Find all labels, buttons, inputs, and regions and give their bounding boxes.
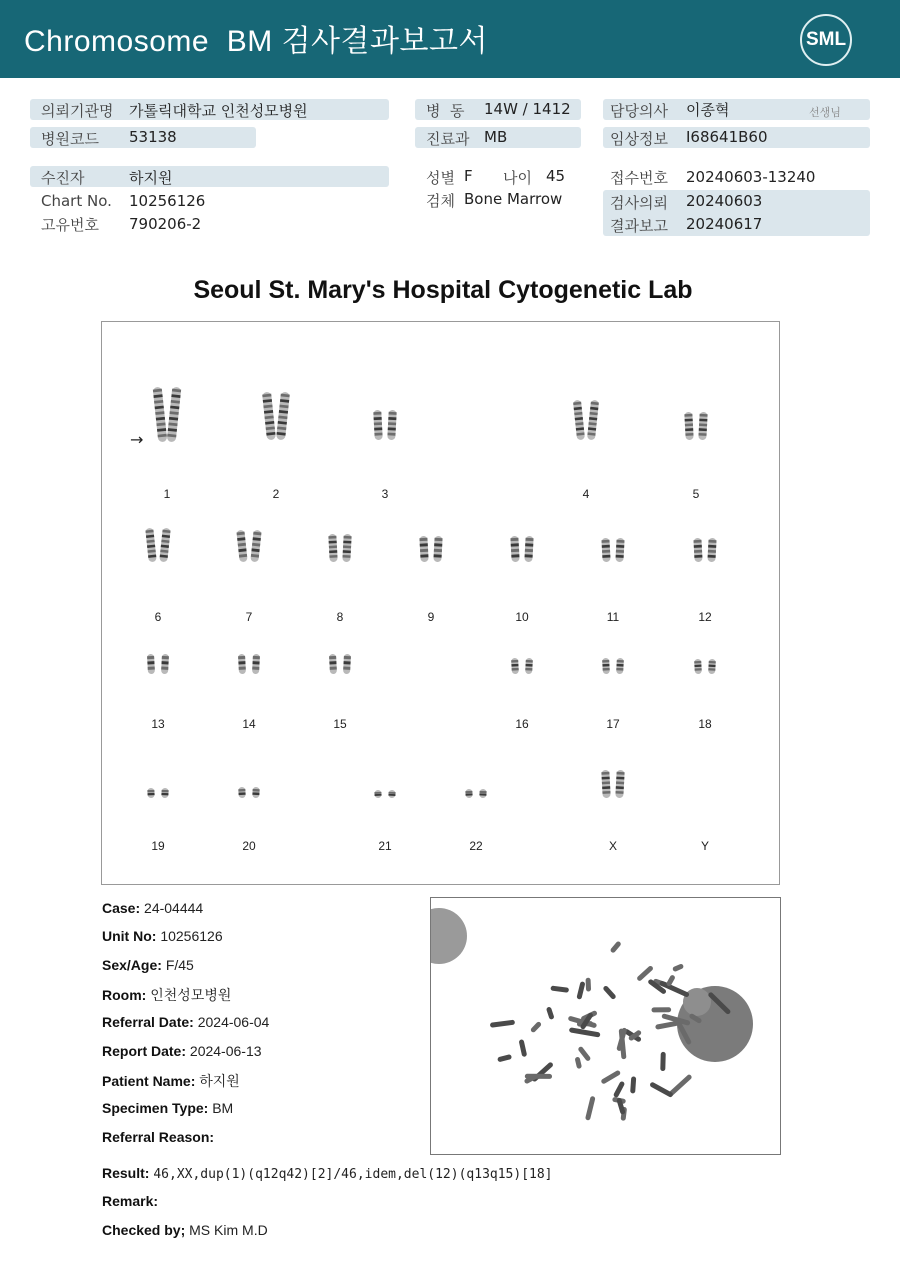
chromosome-3-b [387,410,397,440]
report-date-label: Report Date: [102,1043,187,1059]
chromosome-2-a [262,392,276,441]
metaphase-chromosome [519,1039,528,1057]
referral-date-value: 2024-06-04 [197,1014,270,1030]
referral-reason-row [102,1129,214,1145]
chromosome-label-14: 14 [242,717,256,731]
metaphase-chromosome [666,974,676,987]
chromosome-label-13: 13 [151,717,165,731]
chromosome-label-15: 15 [333,717,347,731]
checked-row [102,1222,268,1238]
chromosome-13-b [161,654,169,674]
room-value: 인천성모병원 [150,987,232,1003]
result-label: Result: [102,1165,150,1181]
chromosome-6-a [145,528,157,563]
dept-label: 진료과 [426,130,470,148]
checked-value: MS Kim M.D [189,1222,268,1238]
metaphase-chromosome [602,985,616,1000]
chromosome-X-a [601,770,610,798]
chromosome-5-a [684,412,693,440]
report-date-value: 2024-06-13 [189,1043,262,1059]
case-label: Case: [102,900,141,916]
sml-logo [800,14,852,66]
chromosome-label-17: 17 [606,717,620,731]
request-value: 20240603 [686,192,763,210]
chromosome-label-12: 12 [698,610,712,624]
chromosome-label-3: 3 [381,487,389,501]
metaphase-chromosome [497,1054,512,1062]
hospital-code-label: 병원코드 [41,130,99,148]
checked-label: Checked by; [102,1222,186,1238]
id-label: 고유번호 [41,216,99,234]
logo-text: SML [805,29,847,50]
chromosome-18-a [694,659,702,674]
chart-label: Chart No. [41,192,112,210]
metaphase-chromosome [569,1027,601,1037]
chromosome-22-b [479,789,486,798]
metaphase-chromosome [610,940,622,953]
patient-name-value: 하지원 [199,1073,240,1089]
report-date-row [102,1043,262,1059]
specimen-label: 검체 [426,192,455,210]
chromosome-label-11: 11 [606,610,620,624]
specimen-type-label: Specimen Type: [102,1100,209,1116]
chromosome-1-a [153,387,168,443]
chromosome-12-b [707,538,716,562]
sexage-row [102,957,194,973]
receipt-label: 접수번호 [610,169,668,187]
referral-date-label: Referral Date: [102,1014,194,1030]
chromosome-11-b [615,538,624,562]
chromosome-5-b [698,412,707,440]
sex-label: 성별 [426,169,455,187]
chromosome-label-22: 22 [469,839,483,853]
chromosome-7-b [250,530,261,563]
hospital-code-value: 53138 [129,128,177,146]
chromosome-14-a [238,654,246,674]
sexage-value: F/45 [165,957,194,973]
metaphase-chromosome [585,1096,596,1121]
report-title: Chromosome BM 검사결과보고서 [24,25,488,58]
chromosome-label-7: 7 [245,610,253,624]
metaphase-chromosome [660,1052,666,1071]
chromosome-12-a [693,538,702,562]
referral-reason-label: Referral Reason: [102,1129,215,1145]
metaphase-chromosome [530,1021,542,1034]
nucleus-left [431,908,467,964]
metaphase-chromosome [613,1081,625,1099]
chromosome-9-b [433,536,442,562]
chromosome-label-18: 18 [698,717,712,731]
karyotype-image [101,321,780,885]
doctor-value: 이종혁 [686,101,730,119]
report-label: 결과보고 [610,217,668,235]
chromosome-label-20: 20 [242,839,256,853]
chromosome-6-b [159,528,171,563]
chromosome-15-a [329,654,337,674]
chromosome-label-10: 10 [515,610,529,624]
chromosome-21-a [374,790,381,798]
patient-name-row [102,1071,240,1091]
room-label: Room: [102,987,147,1003]
unit-row [102,928,223,944]
karyotype-chromosomes [102,322,779,884]
chromosome-19-b [161,788,169,798]
chromosome-3-a [373,410,383,440]
chromosome-label-X: X [608,839,617,853]
unit-value: 10256126 [160,928,223,944]
patient-value: 하지원 [129,169,173,187]
remark-row [102,1193,158,1209]
chromosome-20-a [238,787,246,798]
chromosome-label-21: 21 [378,839,392,853]
chromosome-20-b [252,787,260,798]
chromosome-22-a [465,789,472,798]
metaphase-image [430,897,781,1155]
patient-label: 수진자 [41,169,85,187]
receipt-value: 20240603-13240 [686,168,816,186]
ward-label: 병 동 [426,102,465,120]
hospital-label: 의뢰기관명 [41,102,114,120]
chromosome-label-4: 4 [582,487,590,501]
ward-value: 14W / 1412 [484,100,571,118]
sex-value: F [464,167,473,185]
metaphase-chromosome [636,965,654,982]
doctor-suffix: 선생님 [809,106,841,119]
metaphase-chromosome [616,1027,627,1051]
request-label: 검사의뢰 [610,194,668,212]
chromosome-label-8: 8 [336,610,344,624]
case-value: 24-04444 [144,900,204,916]
metaphase-chromosome [546,1006,555,1020]
specimen-type-value: BM [212,1100,234,1116]
chromosome-label-19: 19 [151,839,165,853]
metaphase-chromosome [490,1020,515,1028]
report-value: 20240617 [686,215,763,233]
chromosome-8-a [328,534,337,562]
sexage-label: Sex/Age: [102,957,162,973]
chromosome-2-b [276,392,290,441]
metaphase-chromosome [655,1021,678,1030]
unit-label: Unit No: [102,928,157,944]
chromosome-18-b [708,659,716,674]
chromosome-4-a [573,400,585,441]
chromosome-label-2: 2 [272,487,280,501]
metaphase-chromosome [600,1070,621,1085]
arrow-icon: → [130,430,144,449]
patient-name-label: Patient Name: [102,1073,196,1089]
chromosome-21-b [388,790,395,798]
room-row [102,985,231,1005]
chart-value: 10256126 [129,192,206,210]
chromosome-label-9: 9 [427,610,435,624]
case-row [102,900,203,916]
chromosome-8-b [342,534,351,562]
clinical-label: 임상정보 [610,130,668,148]
chromosome-19-a [147,788,155,798]
chromosome-16-a [511,658,519,674]
metaphase-chromosome [672,963,684,972]
metaphase-spread [431,898,780,1154]
chromosome-10-a [510,536,519,562]
chromosome-4-b [587,400,599,441]
chromosome-label-Y: Y [700,839,709,853]
age-value: 45 [546,167,566,185]
metaphase-chromosome [651,1007,671,1012]
age-label: 나이 [503,169,532,187]
dept-value: MB [484,128,508,146]
metaphase-chromosome [630,1076,636,1093]
result-value: 46,XX,dup(1)(q12q42)[2]/46,idem,del(12)(q13q15)[18] [153,1167,553,1182]
metaphase-chromosome [576,981,585,1000]
metaphase-chromosome [575,1057,583,1070]
specimen-value: Bone Marrow [464,190,563,208]
chromosome-14-b [252,654,260,674]
hospital-value: 가톨릭대학교 인천성모병원 [129,102,308,120]
chromosome-label-1: 1 [163,487,171,501]
clinical-value: I68641B60 [686,128,768,146]
specimen-type-row [102,1100,233,1116]
chromosome-1-b [167,387,182,443]
metaphase-chromosome [649,1081,674,1098]
id-value: 790206-2 [129,215,202,233]
metaphase-chromosome [550,986,569,993]
chromosome-17-b [616,658,624,674]
chromosome-13-a [147,654,155,674]
result-row [102,1165,553,1182]
metaphase-chromosome [586,978,592,992]
report-header [0,0,900,78]
chromosome-9-a [419,536,428,562]
chromosome-label-5: 5 [692,487,700,501]
chromosome-label-6: 6 [154,610,162,624]
chromosome-11-a [601,538,610,562]
chromosome-17-a [602,658,610,674]
chromosome-16-b [525,658,533,674]
chromosome-X-b [615,770,624,798]
chromosome-10-b [524,536,533,562]
doctor-label: 담당의사 [610,102,668,120]
chromosome-15-b [343,654,351,674]
chromosome-7-a [236,530,247,563]
chromosome-label-16: 16 [515,717,529,731]
lab-title: Seoul St. Mary's Hospital Cytogenetic Lab [193,276,693,304]
remark-label: Remark: [102,1193,159,1209]
referral-date-row [102,1014,269,1030]
